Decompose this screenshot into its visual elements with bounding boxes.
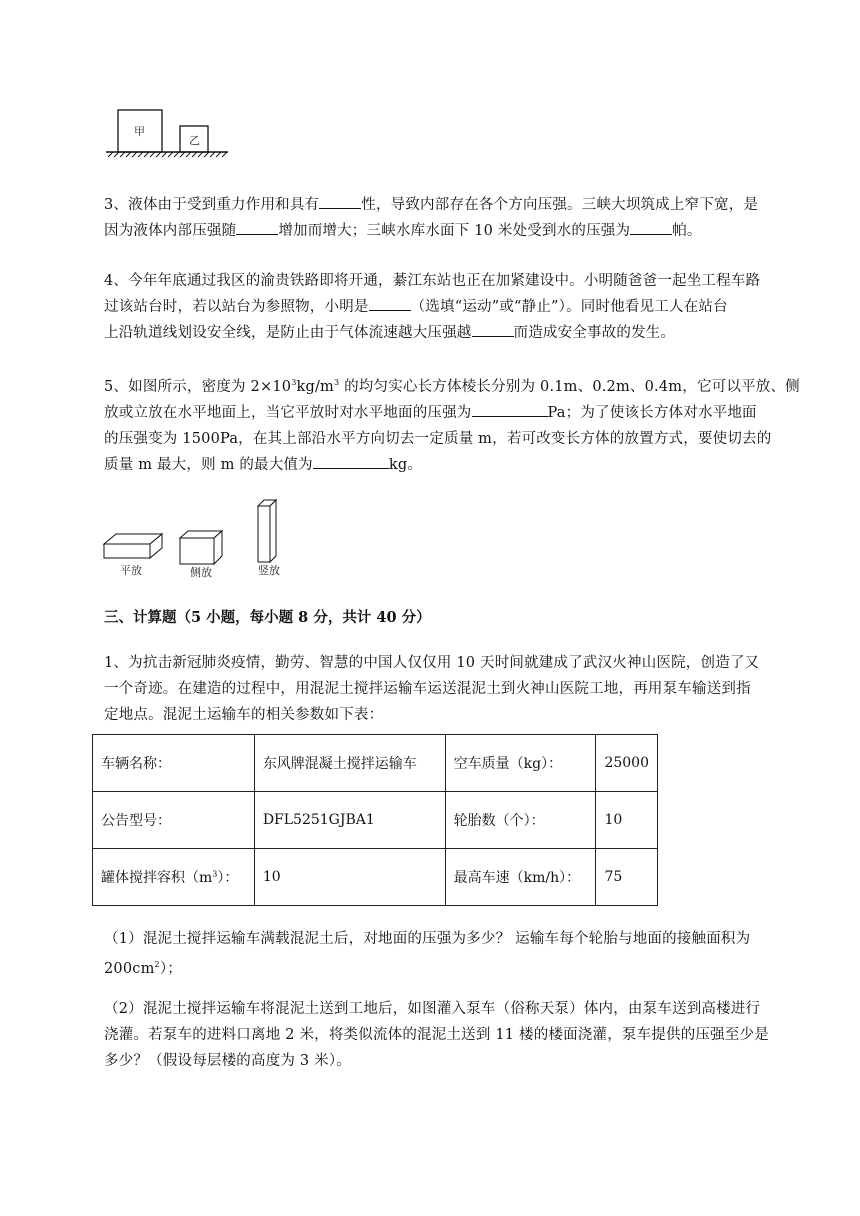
q3-text-2: 性，导致内部存在各个方向压强。三峡大坝筑成上窄下宽，是 bbox=[361, 197, 759, 213]
q4-text-1: 今年年底通过我区的渝贵铁路即将开通，綦江东站也正在加紧建设中。小明随爸爸一起坐工程车路 bbox=[128, 273, 761, 289]
sub2-text-3: 多少？（假设每层楼的高度为 3 米）。 bbox=[104, 1053, 351, 1069]
q5-text-4: Pa；为了使该长方体对水平地面 bbox=[547, 404, 757, 421]
q4-text-4: 上沿轨道线划设安全线，是防止由于气体流速越大压强越 bbox=[104, 325, 472, 341]
question-4 bbox=[104, 268, 804, 346]
table-cell: 10 bbox=[596, 792, 658, 849]
c1-text-3: 定地点。混泥土运输车的相关参数如下表： bbox=[104, 707, 384, 723]
q3-text-4: 增加而增大；三峡水库水面下 10 米处受到水的压强为 bbox=[278, 223, 631, 239]
q4-text-3: （选填“运动”或“静止”）。同时他看见工人在站台 bbox=[410, 299, 728, 315]
cuboid-upright bbox=[258, 500, 276, 562]
answer-blank[interactable] bbox=[472, 320, 514, 337]
sub1-text-3: ）； bbox=[159, 960, 182, 977]
answer-blank[interactable] bbox=[369, 294, 411, 311]
cuboid-figure bbox=[100, 498, 300, 580]
table-cell: 25000 bbox=[596, 735, 658, 792]
sub1-text-1: （1）混泥土搅拌运输车满载混泥土后，对地面的压强为多少？ 运输车每个轮胎与地面的接触面积为 bbox=[104, 931, 751, 947]
table-cell: 10 bbox=[254, 849, 445, 906]
table-cell: 空车质量（kg）： bbox=[445, 735, 596, 792]
sub1-sup: 2 bbox=[154, 960, 160, 969]
sub-question-2 bbox=[104, 996, 804, 1074]
table-cell-sup: 3 bbox=[212, 869, 218, 879]
table-cell: 东风牌混凝土搅拌运输车 bbox=[254, 735, 445, 792]
q3-number: 3、 bbox=[104, 197, 129, 213]
table-cell-text: ）： bbox=[217, 870, 239, 886]
calc-question-1 bbox=[104, 650, 804, 728]
answer-blank[interactable] bbox=[472, 400, 548, 417]
q5-text-2: 的均匀实心长方体棱长分别为 0.1m、0.2m、0.4m，它可以平放、侧 bbox=[339, 378, 800, 395]
c1-number: 1、 bbox=[104, 655, 129, 671]
answer-blank[interactable] bbox=[319, 192, 361, 209]
q5-sup-2: 3 bbox=[334, 378, 340, 387]
cuboid-flat bbox=[104, 534, 162, 558]
table-cell: 公告型号： bbox=[93, 792, 255, 849]
q3-text-3: 因为液体内部压强随 bbox=[104, 223, 237, 239]
q4-text-5: 而造成安全事故的发生。 bbox=[513, 325, 676, 341]
table-cell bbox=[93, 849, 255, 906]
blocks-figure bbox=[100, 108, 240, 160]
truck-spec-table bbox=[92, 734, 658, 906]
label-upright: 竖放 bbox=[258, 564, 280, 577]
table-row bbox=[93, 735, 658, 792]
answer-blank[interactable] bbox=[236, 218, 278, 235]
q4-number: 4、 bbox=[104, 273, 129, 289]
question-5 bbox=[104, 370, 804, 478]
q5-unit: kg/m bbox=[296, 378, 334, 395]
table-cell: 75 bbox=[596, 849, 658, 906]
q4-text-2: 过该站台时，若以站台为参照物，小明是 bbox=[104, 299, 369, 315]
c1-text-1: 为抗击新冠肺炎疫情，勤劳、智慧的中国人仅仅用 10 天时间就建成了武汉火神山医院，创造了又 bbox=[128, 655, 760, 671]
question-3 bbox=[104, 192, 804, 244]
sub1-text-2: 200cm bbox=[104, 960, 155, 977]
table-row bbox=[93, 849, 658, 906]
q5-text-6: 质量 m 最大，则 m 的最大值为 bbox=[104, 456, 313, 473]
q5-text-7: kg。 bbox=[388, 456, 423, 473]
label-yi: 乙 bbox=[189, 134, 200, 147]
q5-number: 5、 bbox=[104, 378, 129, 395]
q5-sup-1: 3 bbox=[291, 378, 297, 387]
q5-text-1: 如图所示，密度为 2×10 bbox=[128, 378, 292, 395]
table-cell: 最高车速（km/h）： bbox=[445, 849, 596, 906]
q3-text-5: 帕。 bbox=[672, 223, 702, 239]
answer-blank[interactable] bbox=[313, 452, 389, 469]
c1-text-2: 一个奇迹。在建造的过程中，用混泥土搅拌运输车运送混泥土到火神山医院工地，再用泵车输送到指 bbox=[104, 681, 751, 697]
table-cell: DFL5251GJBA1 bbox=[254, 792, 445, 849]
table-cell: 轮胎数（个）： bbox=[445, 792, 596, 849]
answer-blank[interactable] bbox=[630, 218, 672, 235]
label-flat: 平放 bbox=[120, 564, 142, 577]
q5-text-5: 的压强变为 1500Pa，在其上部沿水平方向切去一定质量 m，若可改变长方体的放置方式，要使切去的 bbox=[104, 430, 772, 447]
table-row bbox=[93, 792, 658, 849]
sub-question-1 bbox=[104, 926, 804, 982]
label-jia: 甲 bbox=[134, 125, 145, 138]
section-3-title: 三、计算题（5 小题，每小题 8 分，共计 40 分） bbox=[104, 609, 431, 626]
sub2-text-2: 浇灌。若泵车的进料口离地 2 米，将类似流体的混泥土送到 11 楼的楼面浇灌，泵车提供的压强至少是 bbox=[104, 1027, 769, 1043]
q5-text-3: 放或立放在水平地面上，当它平放时对水平地面的压强为 bbox=[104, 404, 472, 421]
sub2-text-1: （2）混泥土搅拌运输车将混泥土送到工地后，如图灌入泵车（俗称天泵）体内，由泵车送到高楼进行 bbox=[104, 1001, 761, 1017]
table-cell: 车辆名称： bbox=[93, 735, 255, 792]
table-cell-text: 罐体搅拌容积（m bbox=[101, 870, 213, 886]
cuboid-side bbox=[180, 531, 222, 564]
q3-text-1: 液体由于受到重力作用和具有 bbox=[128, 197, 320, 213]
label-side: 侧放 bbox=[190, 566, 212, 579]
